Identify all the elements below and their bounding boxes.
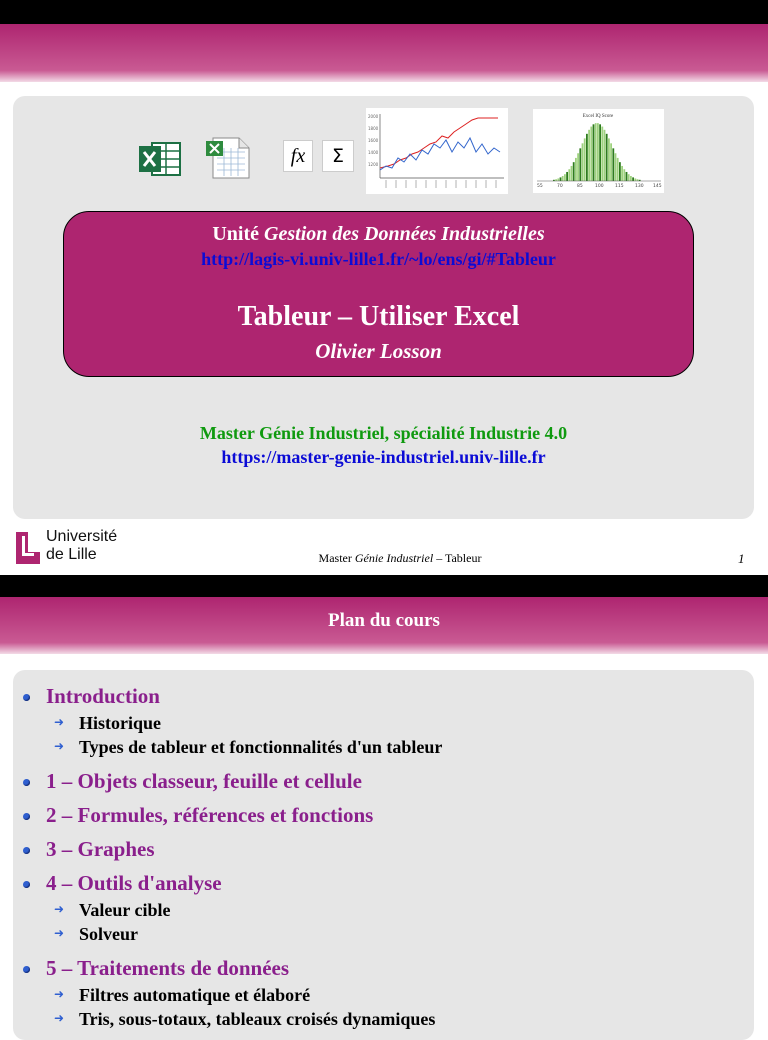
sub-bullet-arrow-icon: ➜ [54,926,65,940]
outline-item: 3 – Graphes [46,837,155,861]
bell-curve-bar [606,134,608,181]
unit-line [63,223,694,246]
bell-curve-thumbnail [533,109,664,193]
svg-text:115: 115 [615,184,624,189]
top-plum-band [0,24,768,82]
outline-bullet-icon [23,779,30,786]
bell-curve-bar [573,162,575,181]
bell-curve-bar [612,148,614,181]
outline-item: 4 – Outils d'analyse [46,871,222,895]
sigma-icon: Σ [322,140,354,172]
sub-bullet-arrow-icon: ➜ [54,987,65,1001]
outline-bullet-icon [23,694,30,701]
svg-text:85: 85 [577,184,583,189]
outline-bullet-icon [23,881,30,888]
sub-bullet-arrow-icon: ➜ [54,715,65,729]
svg-text:145: 145 [653,184,662,189]
bell-curve-bar [610,143,612,181]
svg-text:70: 70 [557,184,563,189]
bell-curve-bar [588,130,590,181]
top-black-band [0,0,768,24]
bell-curve-bar [564,174,566,181]
bell-curve-bar [621,166,623,181]
slide2-top-black-band [0,575,768,597]
svg-text:1600: 1600 [368,138,379,143]
bell-curve-bar [557,178,559,181]
svg-text:55: 55 [537,184,543,189]
bell-curve-bar [566,172,568,181]
bell-curve-bar [632,177,634,181]
master-line: Master Génie Industriel, spécialité Industrie 4.0 [199,423,568,443]
bell-curve-bar [634,178,636,181]
bell-curve-bar [626,172,628,181]
bell-curve-bar [615,153,617,181]
bell-curve-bar [630,176,632,181]
bell-curve-bar [582,143,584,181]
footer-prefix: Master [318,551,355,565]
slide2-title: Plan du cours [328,610,440,631]
bell-curve-bar [604,130,606,181]
slide-footer [200,551,600,566]
page-number: 1 [738,551,745,566]
bell-curve-bar [584,138,586,181]
sub-bullet-arrow-icon: ➜ [54,739,65,753]
unit-name: Gestion des Données Industrielles [264,223,545,245]
sub-bullet-arrow-icon: ➜ [54,1011,65,1025]
author-name: Olivier Losson [315,339,442,363]
bell-curve-bar [577,153,579,181]
bell-curve-bar [593,124,595,181]
university-logo-text [46,528,117,564]
footer-italic: Génie Industriel [354,551,434,565]
bell-curve-bar [597,123,599,181]
bell-curve-bar [617,158,619,181]
bell-curve-bar [562,176,564,181]
excel-icon [138,140,182,178]
bell-curve-bar [599,124,601,181]
footer-suffix: – Tableur [433,551,482,565]
unit-prefix: Unité [212,223,260,245]
bell-curve-bar [628,174,630,181]
outline-bullet-icon [23,966,30,973]
outline-item: Introduction [46,684,160,708]
bell-curve-bar [586,134,588,181]
bell-curve-bar [575,158,577,181]
outline-item: 1 – Objets classeur, feuille et cellule [46,769,362,793]
outline-subitem: Tris, sous-totaux, tableaux croisés dynamiques [79,1009,436,1029]
outline-subitem: Valeur cible [79,900,171,920]
bell-curve-bar [619,162,621,181]
bell-curve-bar [579,148,581,181]
outline-subitem: Types de tableur et fonctionnalités d'un tableur [79,737,443,757]
bell-curve-bar [590,127,592,181]
universite-de-lille-logo-icon [14,530,42,566]
svg-text:1400: 1400 [368,150,379,155]
outline-subitem: Filtres automatique et élaboré [79,985,311,1005]
bell-curve-bar [571,166,573,181]
outline-bullet-icon [23,847,30,854]
course-url-link[interactable]: http://lagis-vi.univ-lille1.fr/~lo/ens/gi/#Tableur [201,249,556,269]
bell-curve-bar [568,169,570,181]
bell-curve-bar [560,177,562,181]
svg-text:1200: 1200 [368,162,379,167]
svg-text:130: 130 [635,184,644,189]
outline-bullet-icon [23,813,30,820]
outline-item: 2 – Formules, références et fonctions [46,803,374,827]
line-chart-thumbnail [366,108,508,194]
logo-line-1: Université [46,528,118,545]
svg-text:100: 100 [595,184,604,189]
bell-curve-bar [601,127,603,181]
fx-icon: fx [283,140,313,172]
svg-text:2000: 2000 [368,114,379,119]
bell-curve-bar [595,123,597,181]
bell-curve-bar [608,138,610,181]
bell-curve-bar [623,169,625,181]
slide-title: Tableur – Utiliser Excel [237,301,520,332]
svg-text:1800: 1800 [368,126,379,131]
outline-item: 5 – Traitements de données [46,956,290,980]
sub-bullet-arrow-icon: ➜ [54,902,65,916]
spreadsheet-file-icon [205,136,251,180]
bell-curve-title: Excel IQ Score [582,114,614,119]
outline-subitem: Solveur [79,924,139,944]
outline-subitem: Historique [79,713,162,733]
logo-line-2: de Lille [46,546,97,563]
master-url-link[interactable]: https://master-genie-industriel.univ-lille.fr [221,447,546,467]
